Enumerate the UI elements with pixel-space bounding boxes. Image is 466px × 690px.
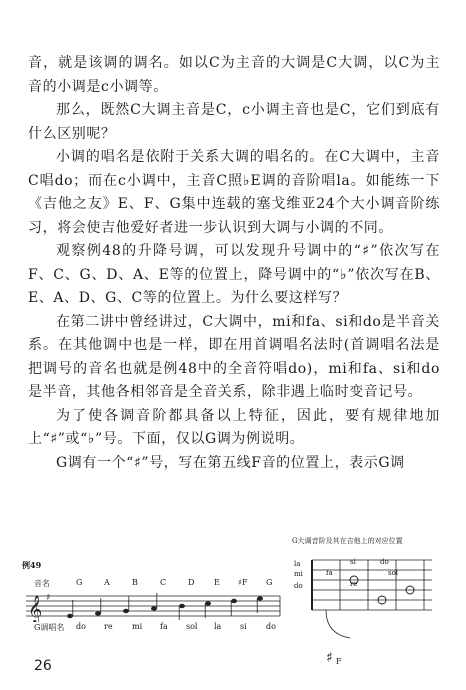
sharp-icon: ♯ <box>46 593 51 603</box>
note-name: C <box>160 578 167 587</box>
fretboard-diagram <box>292 552 442 672</box>
paragraph-1: 音，就是该调的调名。如以C为主音的大调是C大调，以C为主音的小调是c小调等。 <box>28 55 440 95</box>
svg-text:F: F <box>336 657 342 666</box>
solfege-syllable: la <box>214 622 222 631</box>
position-label: do <box>380 558 389 566</box>
fretboard-title: G大调音阶及其在吉他上的对应位置 <box>292 537 403 545</box>
treble-clef-icon: 𝄞 <box>28 595 43 622</box>
page-number: 26 <box>34 658 52 674</box>
note-name: G <box>266 578 273 587</box>
string-label: mi <box>294 570 303 578</box>
note-name: E <box>214 578 220 587</box>
fretboard-figure <box>292 536 442 676</box>
solfege-syllable: do <box>266 622 276 631</box>
solfege-header: G调唱名 <box>34 623 65 632</box>
solfege-syllable: si <box>240 622 247 631</box>
paragraph-2: 那么，既然C大调主音是C，c小调主音也是C，它们到底有什么区别呢？ <box>28 102 440 142</box>
solfege-syllable: mi <box>132 622 143 631</box>
string-label: do <box>294 582 303 590</box>
solfege-syllable: re <box>104 622 113 631</box>
note-name-header: 音名 <box>34 579 50 588</box>
note-name: G <box>76 578 83 587</box>
music-staff <box>22 590 282 622</box>
solfege-syllable: do <box>76 622 86 631</box>
string-label: la <box>294 560 301 568</box>
paragraph-4: 观察例48的升降号调，可以发现升号调中的“♯”依次写在F、C、G、D、A、E等的位置上，降号调中的“♭”依次写在B、E、A、D、G、C等的位置上。为什么要这样写？ <box>28 243 440 306</box>
sharp-icon: ♯ <box>326 650 333 666</box>
note-name: ♯F <box>238 578 248 587</box>
paragraph-7: G调有一个“♯”号，写在第五线F音的位置上，表示G调 <box>56 454 405 471</box>
example-49-figure <box>22 560 282 640</box>
note-name-row <box>34 578 280 590</box>
position-label: sol <box>388 569 399 577</box>
note-name: D <box>188 578 195 587</box>
paragraph-6: 为了使各调音阶都具备以上特征，因此，要有规律地加上“♯”或“♭”号。下面，仅以G调为例说明。 <box>28 407 440 447</box>
example-label: 例49 <box>22 560 42 570</box>
position-label: si <box>350 558 356 566</box>
note-name: B <box>132 578 138 587</box>
position-label: re <box>350 580 358 588</box>
note-name: A <box>104 578 110 587</box>
paragraph-5: 在第二讲中曾经讲过，C大调中，mi和fa、si和do是半音关系。在其他调中也是一样，即在用首调唱名法时(首调唱名法是把调号的音名也就是例48中的全音符唱do)，mi和fa、si和do是半音，其他各相邻音是全音关系，除非遇上临时变音记号。 <box>28 313 440 400</box>
position-label: fa <box>326 569 333 577</box>
body-text <box>28 52 440 475</box>
solfege-row <box>34 622 280 634</box>
solfege-syllable: sol <box>186 622 198 631</box>
paragraph-3: 小调的唱名是依附于关系大调的唱名的。在C大调中，主音C唱do；而在c小调中，主音C照♭E调的音阶唱la。如能练一下《吉他之友》E、F、G集中连载的塞戈维亚24个大小调音阶练习，将会使吉他爱好者进一步认识到大调与小调的不同。 <box>28 149 440 236</box>
solfege-syllable: fa <box>160 622 168 631</box>
